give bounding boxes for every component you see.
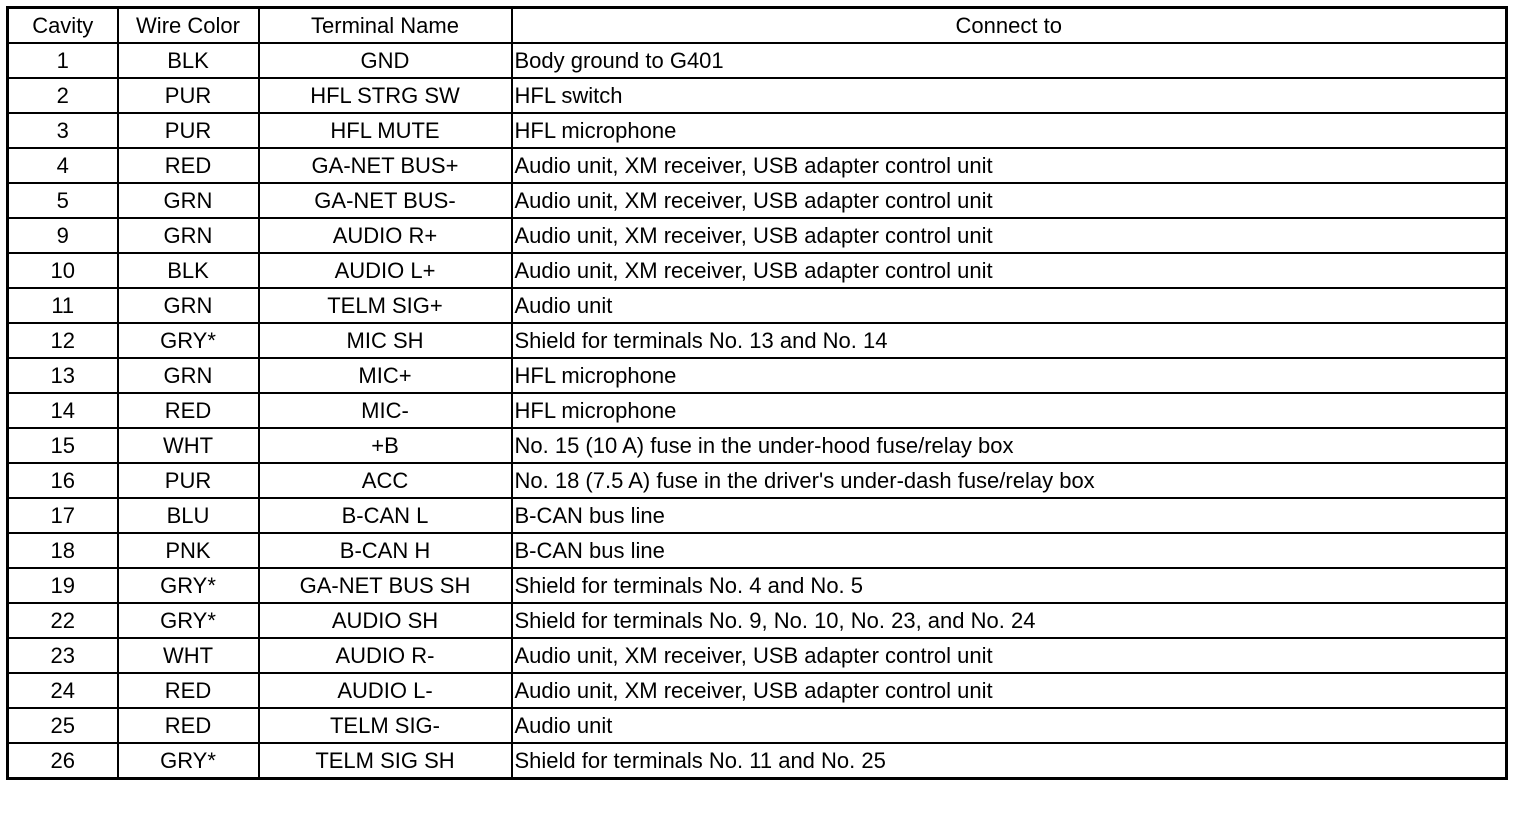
cell-wire-color: WHT [118,428,259,463]
cell-cavity: 13 [8,358,118,393]
cell-cavity: 19 [8,568,118,603]
table-row [8,603,1507,638]
table-row [8,568,1507,603]
cell-cavity: 2 [8,78,118,113]
cell-terminal-name: GA-NET BUS SH [259,568,512,603]
table-row [8,288,1507,323]
cell-cavity: 22 [8,603,118,638]
cell-wire-color: RED [118,148,259,183]
cell-cavity: 14 [8,393,118,428]
header-terminal-name: Terminal Name [259,8,512,44]
cell-terminal-name: GA-NET BUS+ [259,148,512,183]
cell-connect-to: Audio unit, XM receiver, USB adapter control unit [512,148,1507,183]
header-row [8,8,1507,44]
table-row [8,743,1507,779]
table-row [8,323,1507,358]
cell-cavity: 11 [8,288,118,323]
table-row [8,148,1507,183]
cell-connect-to: Audio unit, XM receiver, USB adapter control unit [512,673,1507,708]
cell-connect-to: Shield for terminals No. 4 and No. 5 [512,568,1507,603]
cell-terminal-name: HFL MUTE [259,113,512,148]
cell-terminal-name: +B [259,428,512,463]
cell-terminal-name: MIC SH [259,323,512,358]
cell-terminal-name: AUDIO L- [259,673,512,708]
cell-connect-to: HFL microphone [512,358,1507,393]
table-row [8,463,1507,498]
cell-cavity: 10 [8,253,118,288]
cell-connect-to: Audio unit, XM receiver, USB adapter control unit [512,218,1507,253]
cell-connect-to: Audio unit [512,288,1507,323]
cell-terminal-name: MIC+ [259,358,512,393]
cell-connect-to: B-CAN bus line [512,533,1507,568]
cell-terminal-name: TELM SIG SH [259,743,512,779]
cell-terminal-name: AUDIO R- [259,638,512,673]
cell-connect-to: HFL microphone [512,393,1507,428]
cell-wire-color: GRN [118,358,259,393]
cell-terminal-name: AUDIO R+ [259,218,512,253]
cell-wire-color: WHT [118,638,259,673]
cell-terminal-name: TELM SIG- [259,708,512,743]
table-row [8,638,1507,673]
cell-wire-color: PUR [118,463,259,498]
cell-wire-color: GRY* [118,603,259,638]
table-row [8,253,1507,288]
cell-connect-to: No. 18 (7.5 A) fuse in the driver's under-dash fuse/relay box [512,463,1507,498]
header-cavity: Cavity [8,8,118,44]
cell-wire-color: RED [118,673,259,708]
cell-wire-color: GRN [118,183,259,218]
connector-table-frame [6,6,1508,780]
cell-terminal-name: AUDIO L+ [259,253,512,288]
cell-cavity: 26 [8,743,118,779]
table-row [8,708,1507,743]
cell-wire-color: RED [118,708,259,743]
cell-cavity: 12 [8,323,118,358]
header-wire-color: Wire Color [118,8,259,44]
cell-cavity: 25 [8,708,118,743]
cell-wire-color: GRN [118,218,259,253]
header-connect-to: Connect to [512,8,1507,44]
table-row [8,358,1507,393]
cell-connect-to: Audio unit, XM receiver, USB adapter control unit [512,183,1507,218]
cell-cavity: 17 [8,498,118,533]
cell-wire-color: BLU [118,498,259,533]
cell-connect-to: Audio unit, XM receiver, USB adapter control unit [512,253,1507,288]
cell-cavity: 15 [8,428,118,463]
connector-table [6,6,1508,780]
cell-wire-color: PUR [118,113,259,148]
cell-connect-to: Shield for terminals No. 11 and No. 25 [512,743,1507,779]
cell-terminal-name: AUDIO SH [259,603,512,638]
cell-terminal-name: B-CAN H [259,533,512,568]
cell-terminal-name: B-CAN L [259,498,512,533]
cell-cavity: 24 [8,673,118,708]
cell-connect-to: Audio unit [512,708,1507,743]
table-row [8,183,1507,218]
cell-cavity: 16 [8,463,118,498]
cell-connect-to: Body ground to G401 [512,43,1507,78]
cell-wire-color: PNK [118,533,259,568]
cell-wire-color: BLK [118,43,259,78]
cell-connect-to: HFL switch [512,78,1507,113]
cell-cavity: 5 [8,183,118,218]
cell-terminal-name: TELM SIG+ [259,288,512,323]
cell-cavity: 3 [8,113,118,148]
cell-terminal-name: ACC [259,463,512,498]
cell-wire-color: GRY* [118,743,259,779]
table-row [8,533,1507,568]
cell-wire-color: RED [118,393,259,428]
cell-wire-color: BLK [118,253,259,288]
table-row [8,673,1507,708]
cell-cavity: 18 [8,533,118,568]
cell-wire-color: GRN [118,288,259,323]
table-row [8,498,1507,533]
table-row [8,393,1507,428]
cell-connect-to: HFL microphone [512,113,1507,148]
cell-terminal-name: HFL STRG SW [259,78,512,113]
cell-cavity: 1 [8,43,118,78]
cell-terminal-name: GA-NET BUS- [259,183,512,218]
cell-wire-color: GRY* [118,568,259,603]
cell-terminal-name: MIC- [259,393,512,428]
cell-connect-to: Audio unit, XM receiver, USB adapter control unit [512,638,1507,673]
cell-cavity: 23 [8,638,118,673]
cell-connect-to: Shield for terminals No. 9, No. 10, No. 23, and No. 24 [512,603,1507,638]
cell-terminal-name: GND [259,43,512,78]
table-row [8,43,1507,78]
cell-cavity: 4 [8,148,118,183]
cell-wire-color: GRY* [118,323,259,358]
cell-connect-to: No. 15 (10 A) fuse in the under-hood fuse/relay box [512,428,1507,463]
table-row [8,113,1507,148]
cell-connect-to: Shield for terminals No. 13 and No. 14 [512,323,1507,358]
cell-cavity: 9 [8,218,118,253]
table-row [8,218,1507,253]
cell-connect-to: B-CAN bus line [512,498,1507,533]
table-body [8,43,1507,779]
table-row [8,428,1507,463]
table-row [8,78,1507,113]
cell-wire-color: PUR [118,78,259,113]
